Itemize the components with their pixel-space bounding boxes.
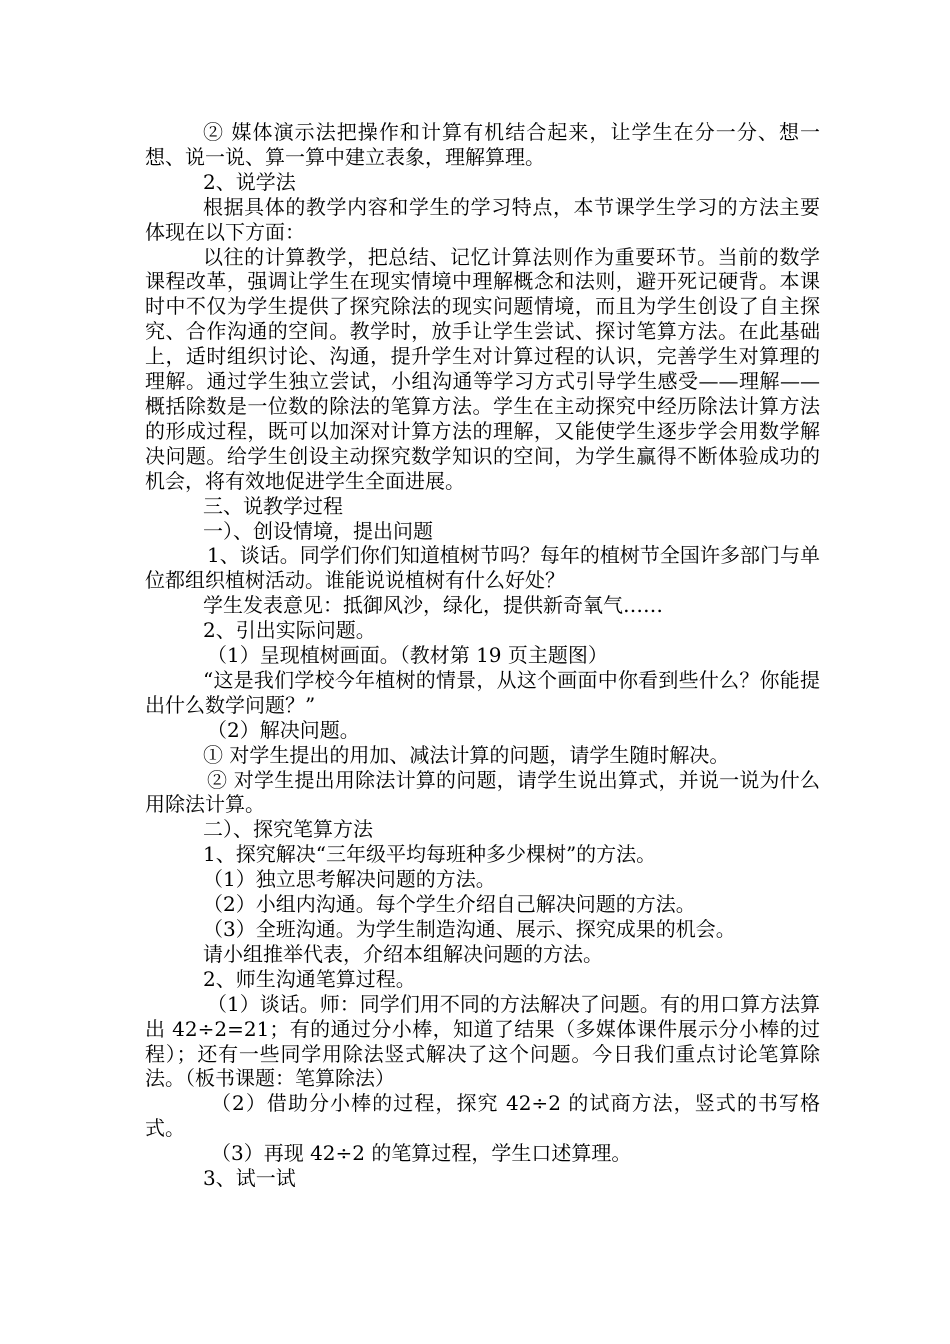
paragraph-25: 3、试一试 [203,1166,296,1191]
paragraph-24: （3）再现 42÷2 的笔算过程，学生口述算理。 [211,1141,632,1166]
paragraph-10: （1）呈现植树画面。（教材第 19 页主题图） [207,643,608,668]
paragraph-22: （1）谈话。师：同学们用不同的方法解决了问题。有的用口算方法算出 42÷2=21；有的通过分小棒，知道了结果（多媒体课件展示分小棒的过程）；还有一些同学用除法竖式解决了这个问题。今日我们重点讨论笔算除法。（板书课题：笔算除法） [145,991,820,1091]
paragraph-15: 二）、探究笔算方法 [203,817,373,842]
paragraph-12: （2）解决问题。 [207,717,360,742]
paragraph-11: “这是我们学校今年植树的情景，从这个画面中你看到些什么？你能提出什么数学问题？” [145,667,820,717]
paragraph-17: （1）独立思考解决问题的方法。 [203,867,496,892]
paragraph-19: （3）全班沟通。为学生制造沟通、展示、探究成果的机会。 [203,917,736,941]
paragraph-8: 学生发表意见：抵御风沙，绿化，提供新奇氧气…… [203,593,663,618]
paragraph-3: 根据具体的教学内容和学生的学习特点，本节课学生学习的方法主要体现在以下方面： [145,194,820,244]
paragraph-14: ② 对学生提出用除法计算的问题，请学生说出算式，并说一说为什么用除法计算。 [145,767,820,817]
paragraph-13: ① 对学生提出的用加、减法计算的问题，请学生随时解决。 [203,742,730,767]
paragraph-4: 以往的计算教学，把总结、记忆计算法则作为重要环节。当前的数学课程改革，强调让学生在现实情境中理解概念和法则，避开死记硬背。本课时中不仅为学生提供了探究除法的现实问题情境，而且为学生创设了自主探究、合作沟通的空间。教学时，放手让学生尝试、探讨笔算方法。在此基础上，适时组织讨论、沟通，提升学生对计算过程的认识，完善学生对算理的理解。通过学生独立尝试，小组沟通等学习方式引导学生感受——理解——概括除数是一位数的除法的笔算方法。学生在主动探究中经历除法计算方法的形成过程，既可以加深对计算方法的理解，又能使学生逐步学会用数学解决问题。给学生创设主动探究数学知识的空间，为学生赢得不断体验成功的机会，将有效地促进学生全面进展。 [145,244,820,493]
paragraph-6: 一）、创设情境，提出问题 [203,518,433,543]
paragraph-21: 2、师生沟通笔算过程。 [203,966,416,991]
paragraph-20: 请小组推举代表，介绍本组解决问题的方法。 [203,941,603,966]
paragraph-5: 三、说教学过程 [203,493,343,518]
document-body [145,120,820,1191]
paragraph-2: 2、说学法 [203,169,296,194]
paragraph-16: 1、探究解决“三年级平均每班种多少棵树”的方法。 [203,842,657,867]
paragraph-9: 2、引出实际问题。 [203,618,376,643]
paragraph-1: ② 媒体演示法把操作和计算有机结合起来，让学生在分一分、想一想、说一说、算一算中建立表象，理解算理。 [145,120,820,169]
paragraph-18: （2）小组内沟通。每个学生介绍自己解决问题的方法。 [203,892,696,917]
paragraph-23: （2）借助分小棒的过程，探究 42÷2 的试商方法，竖式的书写格式。 [145,1091,820,1141]
paragraph-7: 1、谈话。同学们你们知道植树节吗？每年的植树节全国许多部门与单位都组织植树活动。谁能说说植树有什么好处？ [145,543,820,593]
